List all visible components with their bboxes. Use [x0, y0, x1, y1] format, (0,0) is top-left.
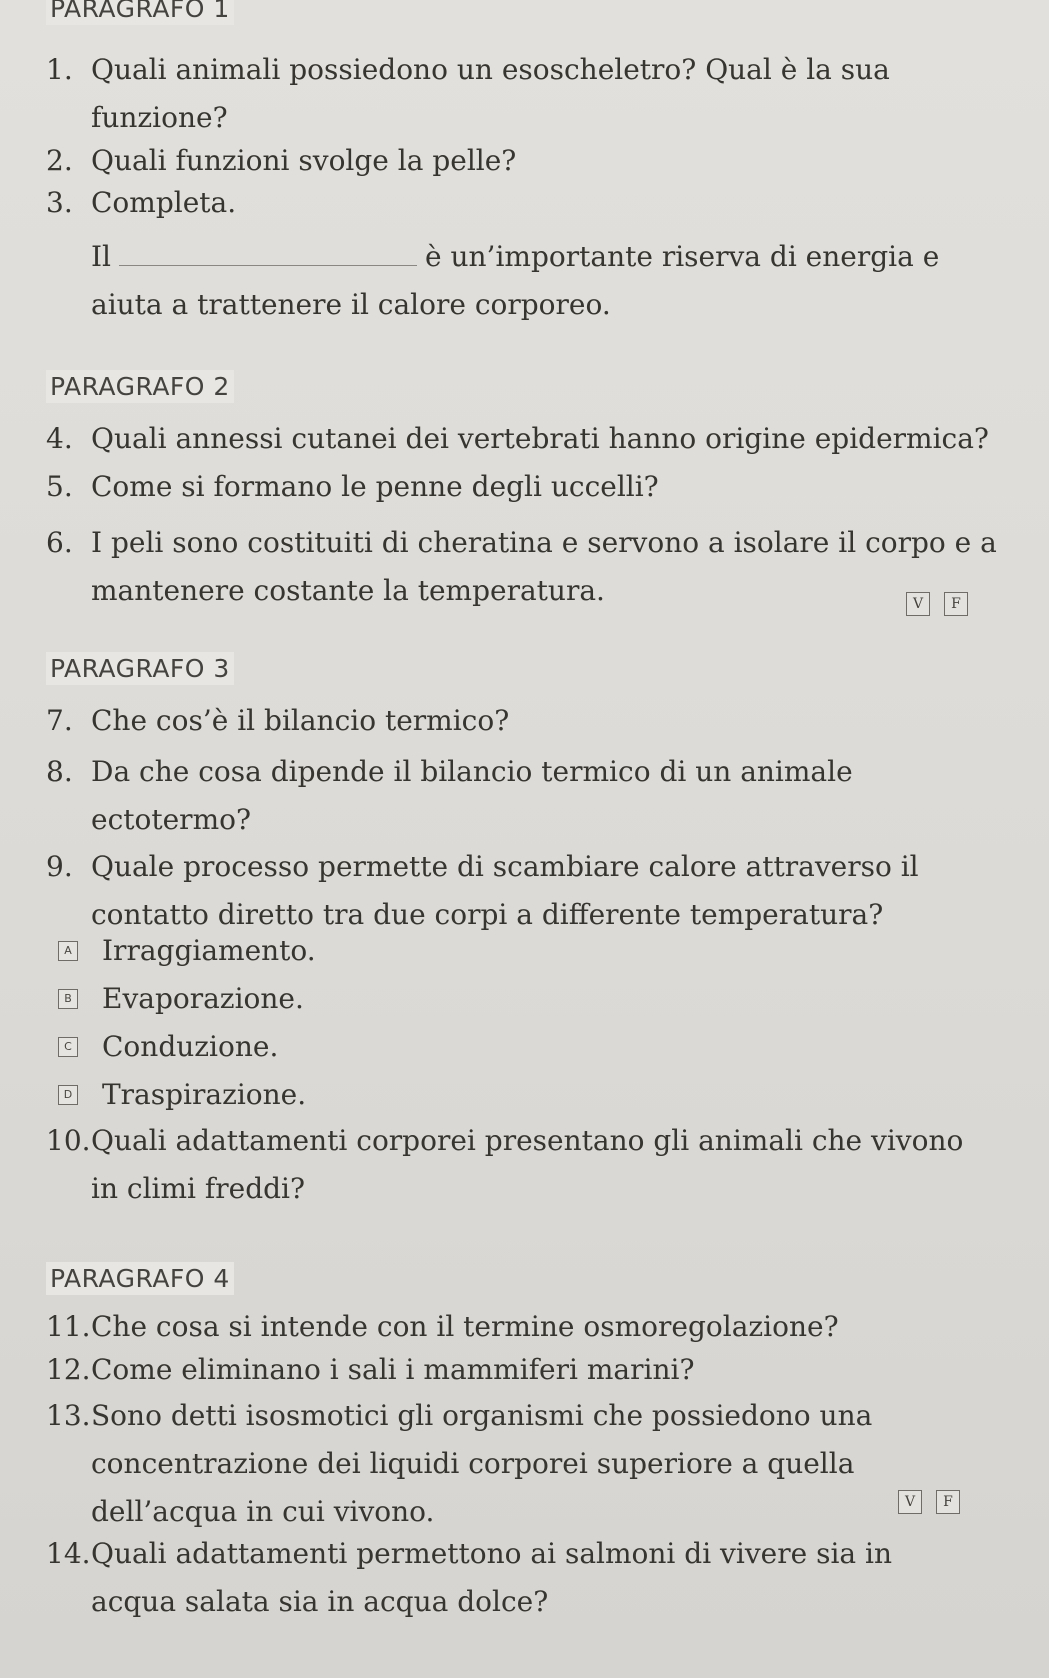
- question-number: 4.: [46, 422, 73, 455]
- question-text-line: ectotermo?: [91, 803, 251, 836]
- option-letter-box: A: [58, 941, 78, 961]
- question-text-line: in climi freddi?: [91, 1172, 306, 1205]
- question-number: 14.: [46, 1537, 91, 1570]
- question-text-line: Quali funzioni svolge la pelle?: [91, 144, 517, 177]
- question-number: 8.: [46, 755, 73, 788]
- option-b[interactable]: [58, 982, 304, 1015]
- question-text-line: Che cos’è il bilancio termico?: [91, 704, 510, 737]
- question-text-line: contatto diretto tra due corpi a differente temperatura?: [91, 898, 884, 931]
- question-text-line: mantenere costante la temperatura.: [91, 574, 605, 607]
- question-7: [46, 697, 1026, 745]
- option-c[interactable]: [58, 1030, 278, 1063]
- true-checkbox[interactable]: V: [906, 592, 930, 616]
- question-11: [46, 1303, 1026, 1351]
- section-heading-4: PARAGRAFO 4: [46, 1262, 234, 1295]
- section-heading-2: PARAGRAFO 2: [46, 370, 234, 403]
- question-13: [46, 1392, 1026, 1536]
- question-14: [46, 1530, 1026, 1626]
- section-heading-1: PARAGRAFO 1: [46, 0, 234, 25]
- question-number: 13.: [46, 1399, 91, 1432]
- question-text-line: I peli sono costituiti di cheratina e servono a isolare il corpo e a: [91, 526, 997, 559]
- question-text-line: Che cosa si intende con il termine osmoregolazione?: [91, 1310, 839, 1343]
- question-text-line: Da che cosa dipende il bilancio termico di un animale: [91, 755, 853, 788]
- question-text-line: Sono detti isosmotici gli organismi che possiedono una: [91, 1399, 873, 1432]
- question-text-line: Come eliminano i sali i mammiferi marini?: [91, 1353, 695, 1386]
- question-text-line: Quali adattamenti permettono ai salmoni di vivere sia in: [91, 1537, 892, 1570]
- question-text-line: Completa.: [91, 186, 237, 219]
- question-text-line: Quali annessi cutanei dei vertebrati hanno origine epidermica?: [91, 422, 989, 455]
- question-text-line: Quale processo permette di scambiare calore attraverso il: [91, 850, 919, 883]
- question-6: [46, 519, 1041, 615]
- question-10: [46, 1117, 1041, 1213]
- option-text: Evaporazione.: [102, 982, 304, 1015]
- question-text-line: funzione?: [91, 101, 228, 134]
- fill-in-prefix: Il: [91, 240, 112, 273]
- false-checkbox[interactable]: F: [936, 1490, 960, 1514]
- question-9: [46, 843, 1026, 939]
- option-letter-box: C: [58, 1037, 78, 1057]
- question-text-line: aiuta a trattenere il calore corporeo.: [91, 288, 611, 321]
- question-12: [46, 1346, 1026, 1394]
- question-number: 6.: [46, 526, 73, 559]
- question-number: 7.: [46, 704, 73, 737]
- option-d[interactable]: [58, 1078, 306, 1111]
- option-text: Traspirazione.: [102, 1078, 307, 1111]
- section-heading-3: PARAGRAFO 3: [46, 652, 234, 685]
- true-false-selector-q13: [898, 1490, 960, 1514]
- question-number: 3.: [46, 186, 73, 219]
- true-false-selector-q6: [906, 592, 968, 616]
- question-text-line: Quali animali possiedono un esoscheletro? Qual è la sua: [91, 53, 890, 86]
- fill-in-suffix: è un’importante riserva di energia e: [425, 240, 940, 273]
- question-text-line: dell’acqua in cui vivono.: [91, 1495, 435, 1528]
- question-2: [46, 137, 1026, 185]
- question-text-line: concentrazione dei liquidi corporei superiore a quella: [91, 1447, 855, 1480]
- question-text-line: acqua salata sia in acqua dolce?: [91, 1585, 549, 1618]
- question-number: 11.: [46, 1310, 91, 1343]
- question-8: [46, 748, 1026, 844]
- question-number: 2.: [46, 144, 73, 177]
- question-1: [46, 46, 1026, 142]
- question-number: 5.: [46, 470, 73, 503]
- question-4: [46, 415, 1036, 463]
- question-number: 12.: [46, 1353, 91, 1386]
- false-checkbox[interactable]: F: [944, 592, 968, 616]
- question-text-line: Quali adattamenti corporei presentano gli animali che vivono: [91, 1124, 964, 1157]
- question-text-line: Come si formano le penne degli uccelli?: [91, 470, 659, 503]
- option-a[interactable]: [58, 934, 316, 967]
- option-text: Irraggiamento.: [102, 934, 316, 967]
- question-number: 10.: [46, 1124, 91, 1157]
- true-checkbox[interactable]: V: [898, 1490, 922, 1514]
- question-3: [46, 179, 1036, 329]
- option-letter-box: D: [58, 1085, 78, 1105]
- fill-in-blank[interactable]: [119, 243, 417, 266]
- question-number: 9.: [46, 850, 73, 883]
- option-letter-box: B: [58, 989, 78, 1009]
- question-5: [46, 463, 1026, 511]
- option-text: Conduzione.: [102, 1030, 279, 1063]
- question-number: 1.: [46, 53, 73, 86]
